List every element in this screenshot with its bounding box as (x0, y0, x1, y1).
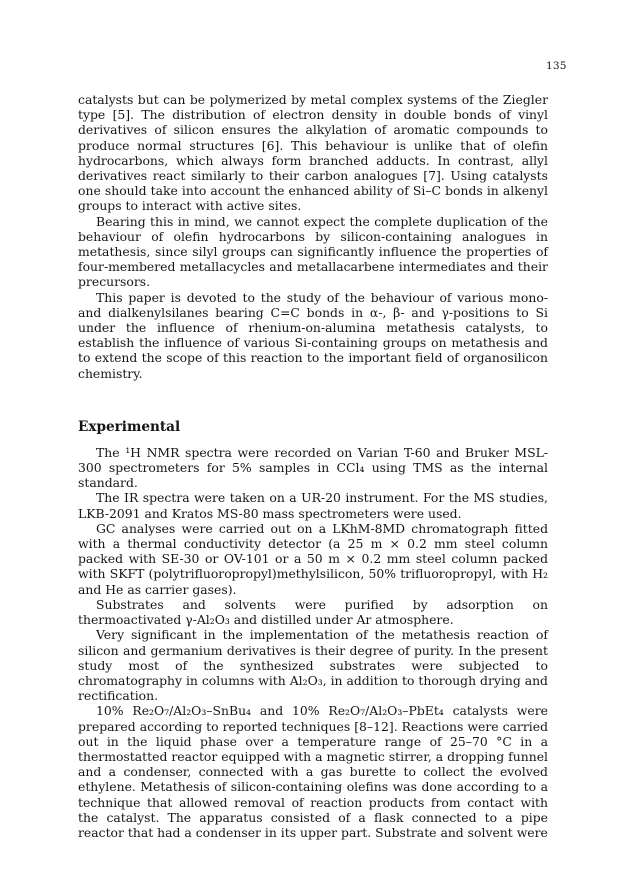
section-heading: Experimental (78, 418, 181, 435)
paragraph-2: Bearing this in mind, we cannot expect the complete duplication of the behaviour of olefin hydrocarbons by silicon-containing analogues in metathesis, since silyl groups can significantly influence the properties of four-membered metallacycles and metallacarbene intermediates and their precursors. (78, 213, 548, 290)
page-number: 135 (546, 60, 567, 72)
paragraph-purification: Substrates and solvents were purified by adsorption on thermoactivated γ-Al₂O₃ and distilled under Ar atmosphere. (78, 596, 548, 628)
article-body (78, 92, 548, 840)
paragraph-purity: Very significant in the implementation of the metathesis reaction of silicon and germanium derivatives is their degree of purity. In the present study most of the synthesized substrates were subjected to chromatography in columns with Al₂O₃, in addition to thorough drying and rectification. (78, 627, 548, 704)
paragraph-gc: GC analyses were carried out on a LKhM-8MD chromatograph fitted with a thermal conductivity detector (a 25 m × 0.2 mm steel column packed with SE-30 or OV-101 or a 50 m × 0.2 mm steel column packed with SKFT (polytrifluoropropyl)methylsilicon, 50% trifluoropropyl, with H₂ and He as carrier gases). (78, 520, 548, 597)
paragraph-ir-ms: The IR spectra were taken on a UR-20 instrument. For the MS studies, LKB-2091 and Kratos MS-80 mass spectrometers were used. (78, 490, 548, 521)
paragraph-1: catalysts but can be polymerized by metal complex systems of the Ziegler type [5]. The distribution of electron density in double bonds of vinyl derivatives of silicon ensures the alkylation of aromatic compounds to produce normal structures [6]. This behaviour is unlike that of olefin hydrocarbons, which always form branched adducts. In contrast, allyl derivatives react similarly to their carbon analogues [7]. Using catalysts one should take into account the enhanced ability of Si–C bonds in alkenyl groups to interact with active sites. (78, 92, 548, 214)
paragraph-catalysts: 10% Re₂O₇/Al₂O₃–SnBu₄ and 10% Re₂O₇/Al₂O₃–PbEt₄ catalysts were prepared according to reported techniques [8–12]. Reactions were carried out in the liquid phase over a temperature range of 25–70 °C in a thermostatted reactor equipped with a magnetic stirrer, a dropping funnel and a condenser, connected with a gas burette to collect the evolved ethylene. Metathesis of silicon-containing olefins was done according to a technique that allowed removal of reaction products from contact with the catalyst. The apparatus consisted of a flask connected to a pipe reactor that had a condenser in its upper part. Substrate and solvent were (78, 703, 548, 840)
paragraph-nmr: The ¹H NMR spectra were recorded on Varian T-60 and Bruker MSL-300 spectrometers for 5% samples in CCl₄ using TMS as the internal standard. (78, 444, 548, 491)
paragraph-3: This paper is devoted to the study of the behaviour of various mono- and dialkenylsilanes bearing C=C bonds in α-, β- and γ-positions to Si under the influence of rhenium-on-alumina metathesis catalysts, to establish the influence of various Si-containing groups on metathesis and to extend the scope of this reaction to the important field of organosilicon chemistry. (78, 289, 548, 381)
